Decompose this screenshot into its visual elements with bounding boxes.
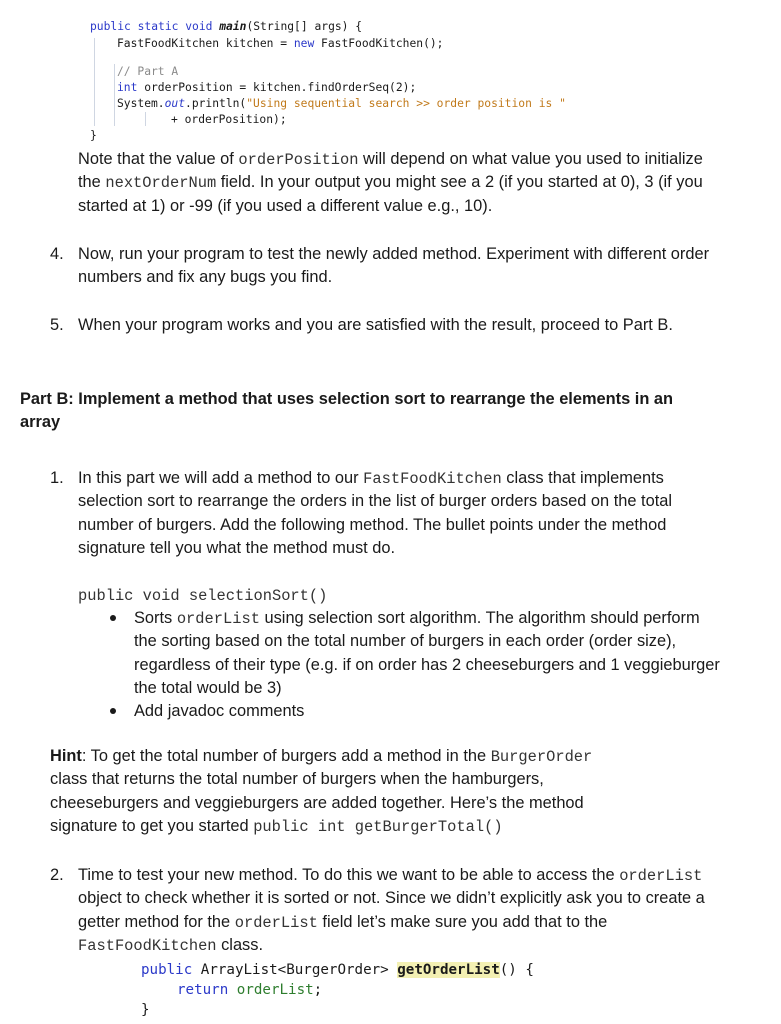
- inline-code: public int getBurgerTotal(): [253, 818, 503, 836]
- code-text: System.: [117, 97, 165, 110]
- bullet-icon: [110, 615, 116, 621]
- text: Note that the value of: [78, 150, 239, 168]
- code-line: [117, 96, 566, 113]
- text: signature to get you started: [50, 817, 254, 835]
- code-keyword: new: [293, 37, 315, 50]
- code-keyword: return: [177, 982, 229, 998]
- hint-line: cheeseburgers and veggieburgers are added together. Here’s the method: [50, 794, 584, 812]
- code-text: ;: [313, 982, 323, 998]
- inline-code: orderList: [176, 610, 260, 628]
- indent-guide: [114, 64, 115, 126]
- code-text: orderPosition = kitchen.findOrderSeq(2);: [137, 81, 417, 94]
- text: Sorts: [134, 609, 177, 627]
- indent-guide: [94, 38, 95, 126]
- code-text: (String[] args) {: [246, 20, 363, 33]
- inline-code: BurgerOrder: [490, 748, 593, 766]
- code-line: }: [90, 129, 97, 142]
- code-keyword: int: [117, 81, 138, 94]
- code-text: ArrayList<BurgerOrder>: [192, 962, 398, 978]
- note-line: started at 1) or -99 (if you used a different value e.g., 10).: [78, 197, 493, 215]
- note-line: [78, 148, 703, 173]
- step-line: [78, 467, 664, 492]
- inline-code: FastFoodKitchen: [78, 937, 217, 955]
- code-method-name: getOrderList: [397, 962, 500, 978]
- code-text: FastFoodKitchen kitchen =: [117, 37, 294, 50]
- bullet-line: the sorting based on the total number of burgers in each order (order size),: [134, 632, 677, 650]
- method-signature: public void selectionSort(): [78, 587, 328, 605]
- code-line: [177, 980, 322, 1001]
- step-line: [78, 934, 263, 959]
- text: field let’s make sure you add that to the: [317, 913, 608, 931]
- inline-code: orderList: [619, 867, 703, 885]
- step-line: [78, 911, 607, 936]
- code-line: [141, 960, 534, 981]
- text: getter method for the: [78, 913, 235, 931]
- text: will depend on what value you used to initialize: [358, 150, 703, 168]
- list-number: 5.: [50, 316, 64, 334]
- hint-line: [50, 815, 503, 840]
- list-number: 2.: [50, 866, 64, 884]
- code-string: "Using sequential search >> order position is ": [246, 97, 566, 110]
- bullet-icon: [110, 708, 116, 714]
- step-line: When your program works and you are satisfied with the result, proceed to Part B.: [78, 316, 673, 334]
- step-line: [78, 864, 702, 889]
- text: class.: [216, 936, 263, 954]
- step-line: number of burgers. Add the following method. The bullet points under the method: [78, 516, 667, 534]
- text: Time to test your new method. To do this we want to be able to access the: [78, 866, 620, 884]
- text: using selection sort algorithm. The algorithm should perform: [259, 609, 700, 627]
- code-line: }: [141, 1002, 150, 1018]
- text: class that implements: [501, 469, 664, 487]
- indent-guide: [145, 112, 146, 126]
- step-line: numbers and fix any bugs you find.: [78, 268, 333, 286]
- inline-code: orderList: [234, 914, 318, 932]
- code-comment: // Part A: [117, 65, 179, 78]
- step-line: selection sort to rearrange the orders in the list of burger orders based on the total: [78, 492, 673, 510]
- code-field: out: [164, 97, 186, 110]
- text: field. In your output you might see a 2 (if you started at 0), 3 (if you: [216, 173, 703, 191]
- step-line: signature tell you what the method must do.: [78, 539, 396, 557]
- bullet-line: regardless of their type (e.g. if on order has 2 cheeseburgers and 1 veggieburger: [134, 656, 720, 674]
- text: the: [78, 173, 106, 191]
- step-line: Now, run your program to test the newly added method. Experiment with different order: [78, 245, 710, 263]
- list-number: 1.: [50, 469, 64, 487]
- code-line: [117, 80, 416, 97]
- inline-code: FastFoodKitchen: [363, 470, 502, 488]
- bullet-line: Add javadoc comments: [134, 702, 305, 720]
- code-line: + orderPosition);: [171, 113, 287, 126]
- hint-line: class that returns the total number of burgers when the hamburgers,: [50, 770, 544, 788]
- code-line: [117, 36, 443, 53]
- code-text: .println(: [185, 97, 247, 110]
- code-field: orderList: [236, 982, 314, 998]
- code-line: [90, 19, 362, 36]
- heading-line: array: [20, 413, 61, 431]
- code-keyword: public static void: [90, 20, 220, 33]
- heading-line: Part B: Implement a method that uses selection sort to rearrange the elements in an: [20, 390, 674, 408]
- code-text: FastFoodKitchen();: [314, 37, 444, 50]
- hint-label: Hint: [50, 747, 82, 765]
- bullet-line: the total would be 3): [134, 679, 282, 697]
- text: : To get the total number of burgers add a method in the: [81, 747, 491, 765]
- inline-code: orderPosition: [238, 151, 359, 169]
- code-keyword: public: [141, 962, 193, 978]
- hint-line: [50, 745, 592, 770]
- list-number: 4.: [50, 245, 64, 263]
- step-line: object to check whether it is sorted or not. Since we didn’t explicitly ask you to create a: [78, 889, 705, 907]
- text: In this part we will add a method to our: [78, 469, 364, 487]
- inline-code: nextOrderNum: [105, 174, 217, 192]
- bullet-line: [134, 607, 700, 632]
- code-text: () {: [499, 962, 534, 978]
- code-method-name: main: [219, 20, 247, 33]
- note-line: [78, 171, 703, 196]
